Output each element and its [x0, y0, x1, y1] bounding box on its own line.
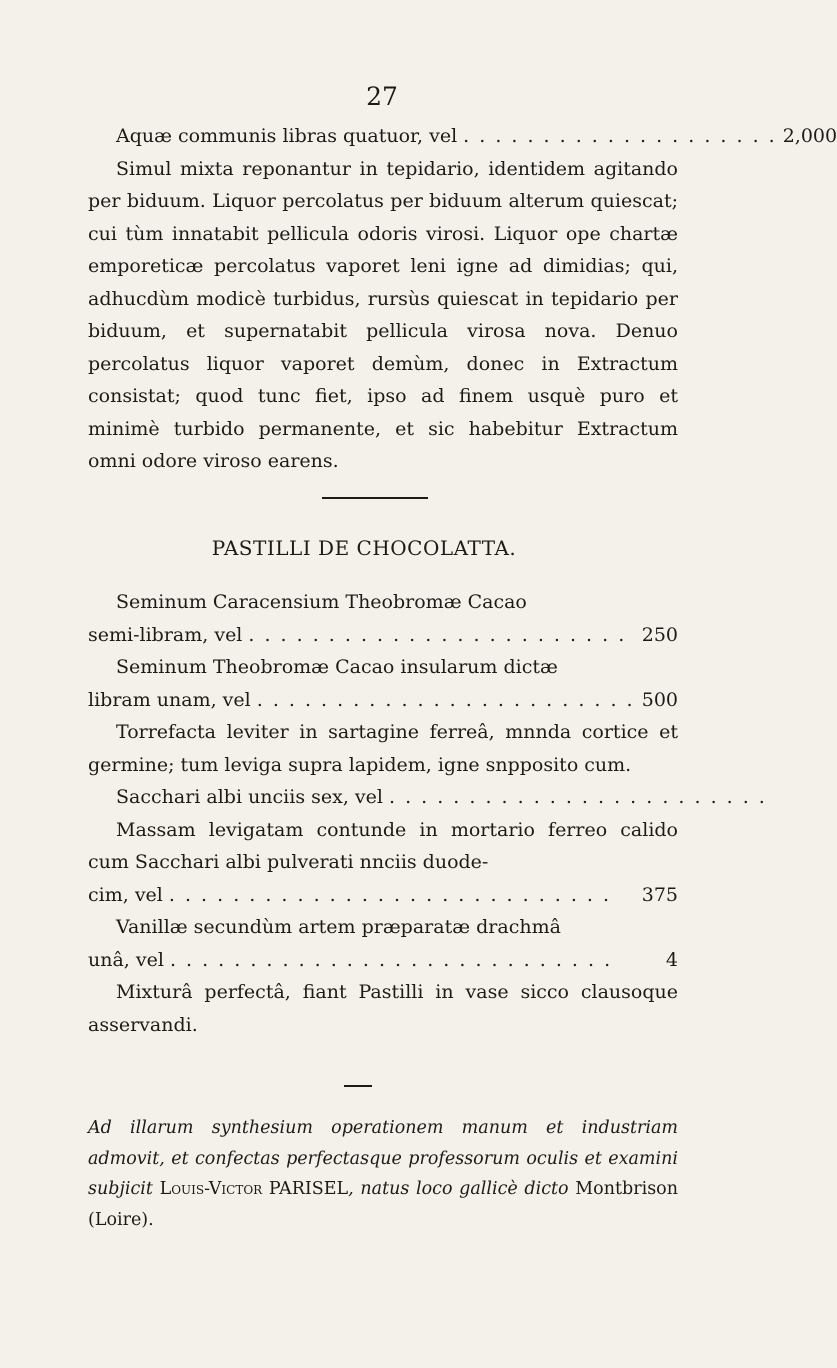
- instruction-paragraph: Mixturâ perfectâ, fiant Pastilli in vase sicco clausoque asservandi.: [88, 981, 678, 1036]
- ingredient-quantity: 2,000: [782, 125, 837, 147]
- extract-instructions: [88, 120, 837, 478]
- ingredient-label: Aquæ communis libras quatuor, vel: [116, 125, 458, 147]
- ingredient-label: libram unam, vel: [88, 688, 251, 711]
- ingredient-label: unâ, vel: [88, 948, 164, 971]
- ingredient-row: [88, 781, 767, 814]
- footnote-text: , natus loco gallicè dicto: [348, 1179, 569, 1199]
- extract-paragraph: Simul mixta reponantur in tepidario, identidem agitando per biduum. Liquor percolatus per biduum alterum quiescat; cui tùm innatabit pellicula odoris virosi. Liquor ope chartæ emporeticæ percolatus vaporet leni igne ad dimidias; qui, adhucdùm modicè turbidus, rursùs quiescat in tepidario per biduum, et supernatabit pellicula virosa nova. Denuo percolatus liquor vaporet demùm, donec in Extractum consistat; quod tunc fiet, ipso ad finem usquè puro et minimè turbido permanente, et sic habebitur Extractum omni odore viroso earens.: [88, 157, 678, 472]
- ingredient-quantity: 375: [641, 883, 678, 906]
- instruction-paragraph: Massam levigatam contunde in mortario ferreo calido cum Sacchari albi pulverati nnciis duode-: [88, 818, 678, 873]
- birthplace: Montbrison (Loire).: [88, 1179, 678, 1230]
- leader-dots: . . . . . . . . . . . . . . . . . . . .: [463, 125, 777, 147]
- ingredient-lead: Seminum Theobromæ Cacao insularum dictæ: [116, 656, 558, 678]
- ingredient-row: [88, 684, 678, 717]
- footnote: [88, 1113, 678, 1235]
- ingredient-label: Sacchari albi unciis sex, vel: [116, 786, 383, 808]
- ingredient-label: cim, vel: [88, 883, 163, 906]
- leader-dots: . . . . . . . . . . . . . . . . . . . . . . . .: [388, 786, 767, 808]
- leader-dots: . . . . . . . . . . . . . . . . . . . . . . . . . . . .: [168, 883, 612, 906]
- short-divider: [344, 1085, 372, 1087]
- leader-dots: . . . . . . . . . . . . . . . . . . . . . . . .: [248, 623, 627, 646]
- water-ingredient-row: [88, 120, 837, 153]
- ingredient-lead: Vanillæ secundùm artem præparatæ drachmâ: [116, 916, 561, 938]
- ingredient-lead: Seminum Caracensium Theobromæ Cacao: [116, 591, 527, 613]
- ingredient-row: [88, 879, 678, 912]
- ingredient-quantity: 4: [665, 948, 678, 971]
- leader-dots: . . . . . . . . . . . . . . . . . . . . . . . .: [256, 688, 635, 711]
- author-first-name: Louis-Victor: [159, 1179, 263, 1199]
- instruction-paragraph: Torrefacta leviter in sartagine ferreâ, mnnda cortice et germine; tum leviga supra lapidem, igne snpposito cum.: [88, 721, 678, 776]
- ingredient-quantity: 250: [641, 623, 678, 646]
- ingredient-label: semi-libram, vel: [88, 623, 243, 646]
- ingredient-quantity: 500: [641, 688, 678, 711]
- section-heading: PASTILLI DE CHOCOLATTA.: [211, 536, 517, 560]
- chocolate-recipe: [88, 586, 767, 1041]
- ingredient-row: [88, 619, 678, 652]
- ingredient-row: [88, 944, 678, 977]
- author-last-name: PARISEL: [268, 1179, 349, 1199]
- section-divider: [322, 497, 428, 499]
- leader-dots: . . . . . . . . . . . . . . . . . . . . . . . . . . . .: [169, 948, 613, 971]
- page-number: 27: [366, 82, 398, 111]
- footnote-text: Ad illarum synthesium operationem manum et industriam admovit, et confectas perfectasque professorum oculis et examini subjicit: [88, 1118, 678, 1199]
